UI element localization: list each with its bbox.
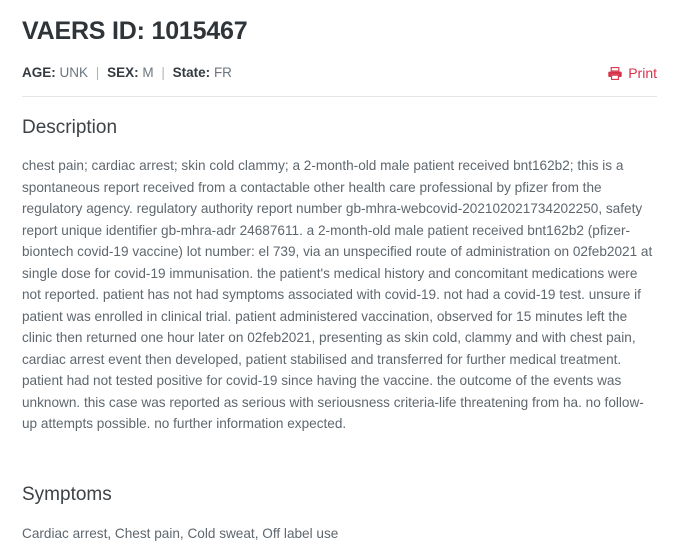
printer-icon bbox=[608, 67, 622, 80]
header-divider bbox=[22, 96, 657, 97]
meta-separator-1: | bbox=[95, 65, 100, 80]
print-label: Print bbox=[628, 65, 657, 81]
age-value: UNK bbox=[59, 65, 89, 80]
page-title bbox=[22, 14, 657, 48]
record-meta bbox=[22, 64, 232, 82]
state-value: FR bbox=[213, 65, 232, 80]
meta-separator-2: | bbox=[161, 65, 165, 80]
state-label: State: bbox=[172, 65, 211, 80]
print-button[interactable] bbox=[608, 65, 657, 81]
symptoms-heading: Symptoms bbox=[22, 484, 112, 506]
description-heading: Description bbox=[22, 117, 118, 138]
section-spacer bbox=[22, 448, 657, 464]
page-title-label: VAERS ID: bbox=[22, 17, 145, 45]
description-text: chest pain; cardiac arrest; skin cold clammy; a 2-month-old male patient received bnt162b2; this is a spontaneous report received from a contactable other health care professional by pfizer from the regulatory agency. regulatory authority report number gb-mhra-webcovid-202102021734202250, safety report unique identifier gb-mhra-adr 24687611. a 2-month-old male patient received bnt162b2 (pfizer-biontech covid-19 vaccine) lot number: el 739, via an unspecified route of administration on 02feb2021 at single dose for covid-19 immunisation. the patient's medical history and concomitant medications were not reported. patient has not had symptoms associated with covid-19. not had a covid-19 test. unsure if patient was enrolled in clinical trial. patient administered vaccination, observed for 15 minutes left the clinic then returned one hour later on 02feb2021, presenting as skin cold, clammy and with chest pain, cardiac arrest event then developed, patient stabilised and transferred for further medical treatment. patient had not tested positive for covid-19 since having the vaccine. the outcome of the events was unknown. this case was reported as serious with seriousness criteria-life threatening from ha. no follow-up attempts possible. no further information expected. bbox=[22, 158, 653, 431]
symptoms-list: Cardiac arrest, Chest pain, Cold sweat, Off label use bbox=[22, 526, 339, 542]
age-label: AGE: bbox=[22, 65, 56, 80]
record-meta-row bbox=[22, 64, 657, 82]
sex-value: M bbox=[142, 65, 154, 80]
vaers-id-value: 1015467 bbox=[151, 17, 248, 45]
sex-label: SEX: bbox=[107, 65, 139, 80]
